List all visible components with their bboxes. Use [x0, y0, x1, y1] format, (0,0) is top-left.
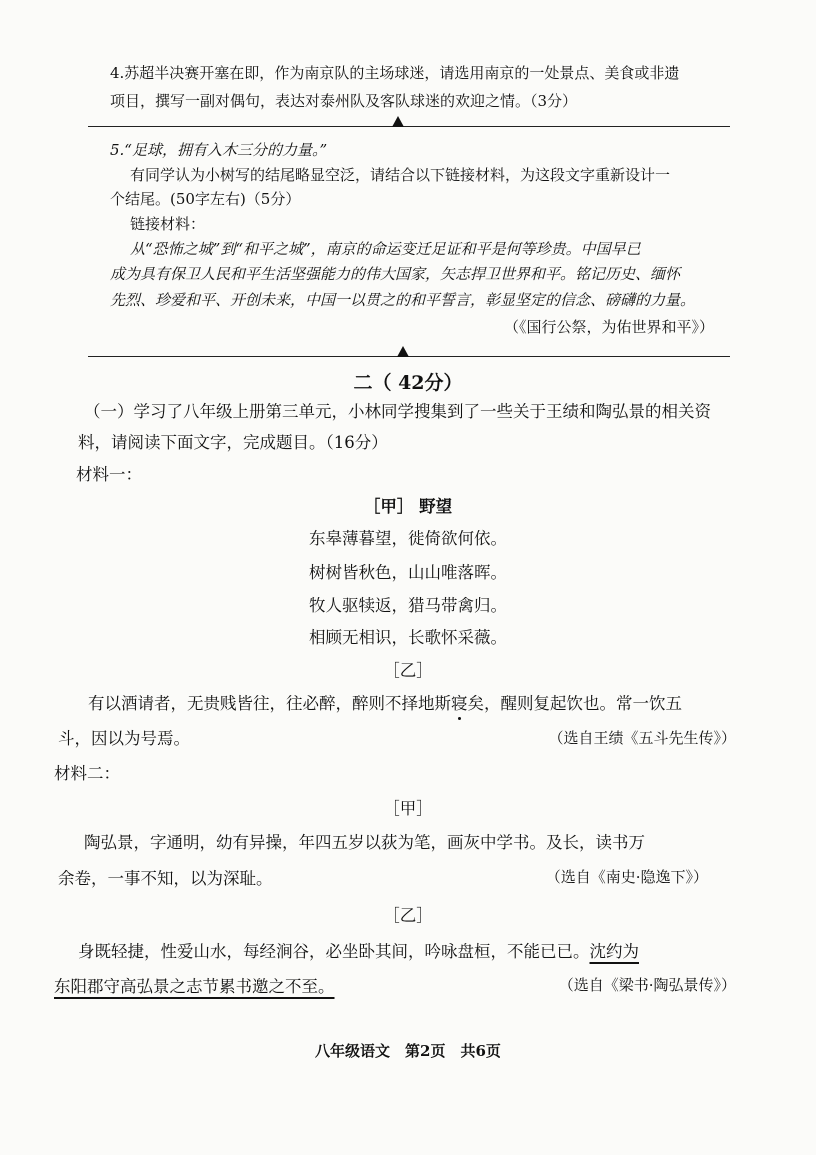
triangle-mark-icon: [392, 116, 404, 127]
q5-material-line3: 先烈、珍爱和平、开创未来，中国一以贯之的和平誓言，彰显坚定的信念、磅礴的力量。: [110, 291, 696, 309]
material2-jia-line2: 余卷，一事不知，以为深耻。: [58, 869, 273, 888]
emphasis-char: 寝: [451, 694, 468, 713]
poem-line: 树树皆秋色，山山唯落晖。: [309, 563, 507, 582]
poem-line: 牧人驱犊返，猎马带禽归。: [309, 596, 507, 615]
page-footer: 八年级语文 第2页 共6页: [315, 1042, 501, 1060]
material2-yi-source: （选自《梁书·陶弘景传》）: [558, 976, 736, 994]
material1-label: 材料一：: [76, 465, 142, 484]
section-intro-line2: 料，请阅读下面文字，完成题目。（16分）: [78, 433, 388, 452]
q5-line2: 个结尾。(50字左右)（5分）: [110, 190, 301, 208]
material2-yi-line2: [54, 973, 335, 997]
material2-jia-line1: 陶弘景，字通明，幼有异操，年四五岁以荻为笔，画灰中学书。及长，读书万: [84, 833, 645, 852]
q5-link-label: 链接材料：: [130, 215, 206, 233]
underlined-sentence: 东阳郡守高弘景之志节累书邀之不至。: [54, 977, 335, 996]
material1-yi-line2: 斗，因以为号焉。: [58, 729, 190, 748]
material1-yi-label: ［乙］: [383, 661, 433, 680]
q5-source: （《国行公祭，为佑世界和平》）: [503, 318, 714, 336]
underlined-sentence: 沈约为: [589, 942, 639, 961]
material1-yi-source: （选自王绩《五斗先生传》）: [548, 729, 736, 747]
triangle-mark-icon: [397, 346, 409, 357]
answer-line-q5: [88, 356, 730, 357]
section-intro-line1: （一）学习了八年级上册第三单元，小林同学搜集到了一些关于王绩和陶弘景的相关资: [84, 402, 711, 421]
q5-line1: 有同学认为小树写的结尾略显空泛，请结合以下链接材料，为这段文字重新设计一: [130, 166, 671, 184]
q5-quote: 5.“足球，拥有入木三分的力量。”: [110, 141, 328, 159]
material2-yi-line1: 身既轻捷，性爱山水，每经涧谷，必坐卧其间，吟咏盘桓，不能已已。沈约为: [78, 942, 639, 961]
material2-jia-source: （选自《南史·隐逸下》）: [545, 868, 708, 886]
answer-line-q4: [88, 126, 730, 127]
q4-line1: 4.苏超半决赛开塞在即，作为南京队的主场球迷，请选用南京的一处景点、美食或非遗: [110, 64, 680, 82]
q5-material-line1: 从“恐怖之城”到“和平之城”，南京的命运变迁足证和平是何等珍贵。中国早已: [130, 240, 641, 258]
material2-jia-label: ［甲］: [383, 799, 433, 818]
material1-yi-line1: 有以酒请者，无贵贱皆往，往必醉，醉则不择地斯寝矣，醒则复起饮也。常一饮五: [88, 694, 682, 713]
poem-title: ［甲］ 野望: [363, 497, 453, 516]
poem-line: 相顾无相识，长歌怀采薇。: [309, 628, 507, 647]
q5-material-line2: 成为具有保卫人民和平生活坚强能力的伟大国家，矢志捍卫世界和平。铭记历史、缅怀: [110, 265, 681, 283]
section-title: 二（ 42分）: [353, 372, 463, 394]
material2-yi-label: ［乙］: [383, 906, 433, 925]
poem-line: 东皋薄暮望，徙倚欲何依。: [309, 529, 507, 548]
material2-label: 材料二：: [54, 764, 120, 783]
q4-line2: 项目，撰写一副对偶句，表达对泰州队及客队球迷的欢迎之情。（3分）: [110, 92, 578, 110]
